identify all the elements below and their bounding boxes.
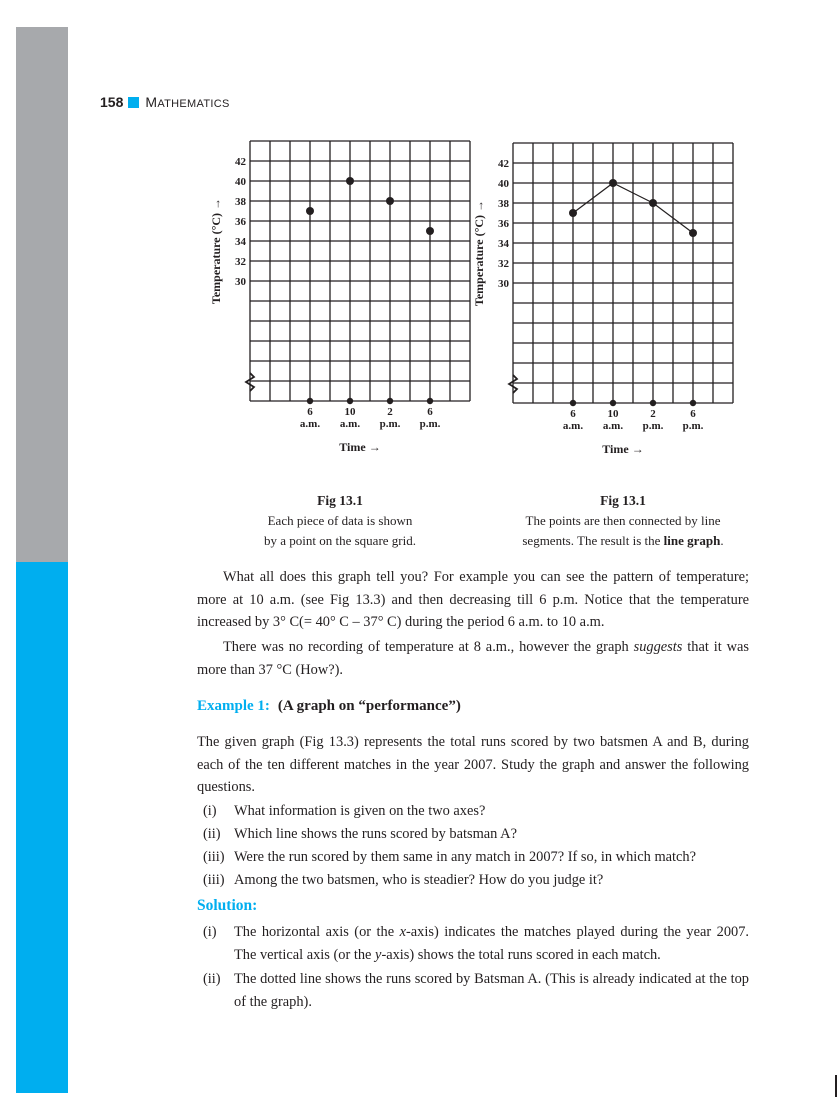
x-tick-label: 6: [307, 406, 313, 418]
x-axis-dot: [650, 400, 656, 406]
question-item: (i) What information is given on the two axes?: [203, 803, 486, 819]
caption-fig-label: Fig 13.1: [317, 493, 363, 508]
x-tick-label: 6: [427, 406, 433, 418]
x-tick-label: a.m.: [299, 418, 321, 430]
y-tick-label: 30: [235, 276, 246, 288]
caption-text-line: by a point on the square grid.: [264, 533, 416, 548]
page-edge-mark: [835, 1075, 837, 1097]
x-axis-dot: [347, 398, 353, 404]
margin-band-blue: [16, 562, 68, 1093]
y-tick-label: 36: [235, 216, 246, 228]
y-tick-label: 36: [498, 218, 509, 230]
caption-right: [478, 491, 768, 551]
chart-line: [468, 138, 748, 488]
y-tick-label: 40: [235, 176, 246, 188]
margin-band-gray: [16, 27, 68, 562]
paragraph-example: The given graph (Fig 13.3) represents the total runs scored by two batsmen A and B, during each of the ten different matches in the year 2007. Study the graph and answer the following questions.: [197, 734, 749, 795]
y-axis-label: Temperature (°C) →: [472, 199, 486, 307]
x-axis-dot: [610, 400, 616, 406]
grid: [513, 143, 733, 403]
data-point: [306, 207, 314, 215]
caption-text-line: segments. The result is the line graph.: [522, 533, 724, 548]
x-tick-label: 2: [387, 406, 393, 418]
x-tick-label: a.m.: [562, 420, 584, 432]
x-tick-label: 10: [607, 408, 619, 420]
data-point: [346, 177, 354, 185]
paragraph-graph-reading: What all does this graph tell you? For example you can see the pattern of temperature; more at 10 a.m. (see Fig 13.3) and then decreasing till 6 p.m. Notice that the temperature increased by 3° C(= 40° C – 37° C) during the period 6 a.m. to 10 a.m.: [197, 569, 749, 630]
y-tick-label: 32: [498, 258, 509, 270]
header-square-icon: [128, 97, 139, 108]
x-tick-label: p.m.: [419, 418, 441, 430]
y-tick-label: 38: [235, 196, 246, 208]
solution-heading: Solution:: [197, 897, 258, 914]
data-point: [689, 229, 697, 237]
x-axis-dot: [570, 400, 576, 406]
y-tick-label: 34: [498, 238, 509, 250]
question-item: (iii) Were the run scored by them same in any match in 2007? If so, in which match?: [203, 849, 696, 865]
y-axis-label: Temperature (°C) →: [209, 197, 223, 305]
data-point: [649, 199, 657, 207]
x-tick-label: a.m.: [339, 418, 361, 430]
question-item: (iii) Among the two batsmen, who is steadier? How do you judge it?: [203, 872, 604, 888]
subject-title: MATHEMATICS: [145, 94, 230, 110]
answer-item: (ii) The dotted line shows the runs scored by Batsman A. (This is already indicated at the top of the graph).: [203, 971, 749, 1010]
x-axis-dot: [307, 398, 313, 404]
page-number: 158: [100, 94, 124, 110]
answer-item: (i) The horizontal axis (or the x-axis) indicates the matches played during the year 2007. The vertical axis (or the y-axis) shows the total runs scored in each match.: [203, 924, 750, 963]
x-tick-label: 2: [650, 408, 656, 420]
x-tick-label: p.m.: [682, 420, 704, 432]
x-axis-label: Time →: [602, 442, 644, 456]
example-heading: Example 1: (A graph on “performance”): [197, 698, 461, 714]
x-tick-label: p.m.: [642, 420, 664, 432]
x-tick-label: 6: [570, 408, 576, 420]
page-header: [100, 94, 230, 110]
data-point: [426, 227, 434, 235]
chart-scatter: [205, 136, 485, 486]
y-tick-label: 34: [235, 236, 246, 248]
data-point: [569, 209, 577, 217]
x-axis-dot: [387, 398, 393, 404]
x-axis-label: Time →: [339, 440, 381, 454]
y-tick-label: 30: [498, 278, 509, 290]
y-tick-label: 32: [235, 256, 246, 268]
y-tick-label: 38: [498, 198, 509, 210]
x-axis-dot: [427, 398, 433, 404]
caption-fig-label: Fig 13.1: [600, 493, 646, 508]
grid: [250, 141, 470, 401]
paragraph-8am: There was no recording of temperature at 8 a.m., however the graph suggests that it was more than 37 °C (How?).: [197, 639, 749, 678]
caption-left: [230, 491, 450, 551]
x-tick-label: 10: [344, 406, 356, 418]
x-tick-label: a.m.: [602, 420, 624, 432]
x-tick-label: p.m.: [379, 418, 401, 430]
data-point: [386, 197, 394, 205]
x-tick-label: 6: [690, 408, 696, 420]
x-axis-dot: [690, 400, 696, 406]
question-item: (ii) Which line shows the runs scored by batsman A?: [203, 826, 517, 842]
data-point: [609, 179, 617, 187]
caption-text-line: Each piece of data is shown: [267, 513, 413, 528]
y-tick-label: 42: [498, 158, 509, 170]
y-tick-label: 42: [235, 156, 246, 168]
y-tick-label: 40: [498, 178, 509, 190]
caption-text-line: The points are then connected by line: [525, 513, 721, 528]
